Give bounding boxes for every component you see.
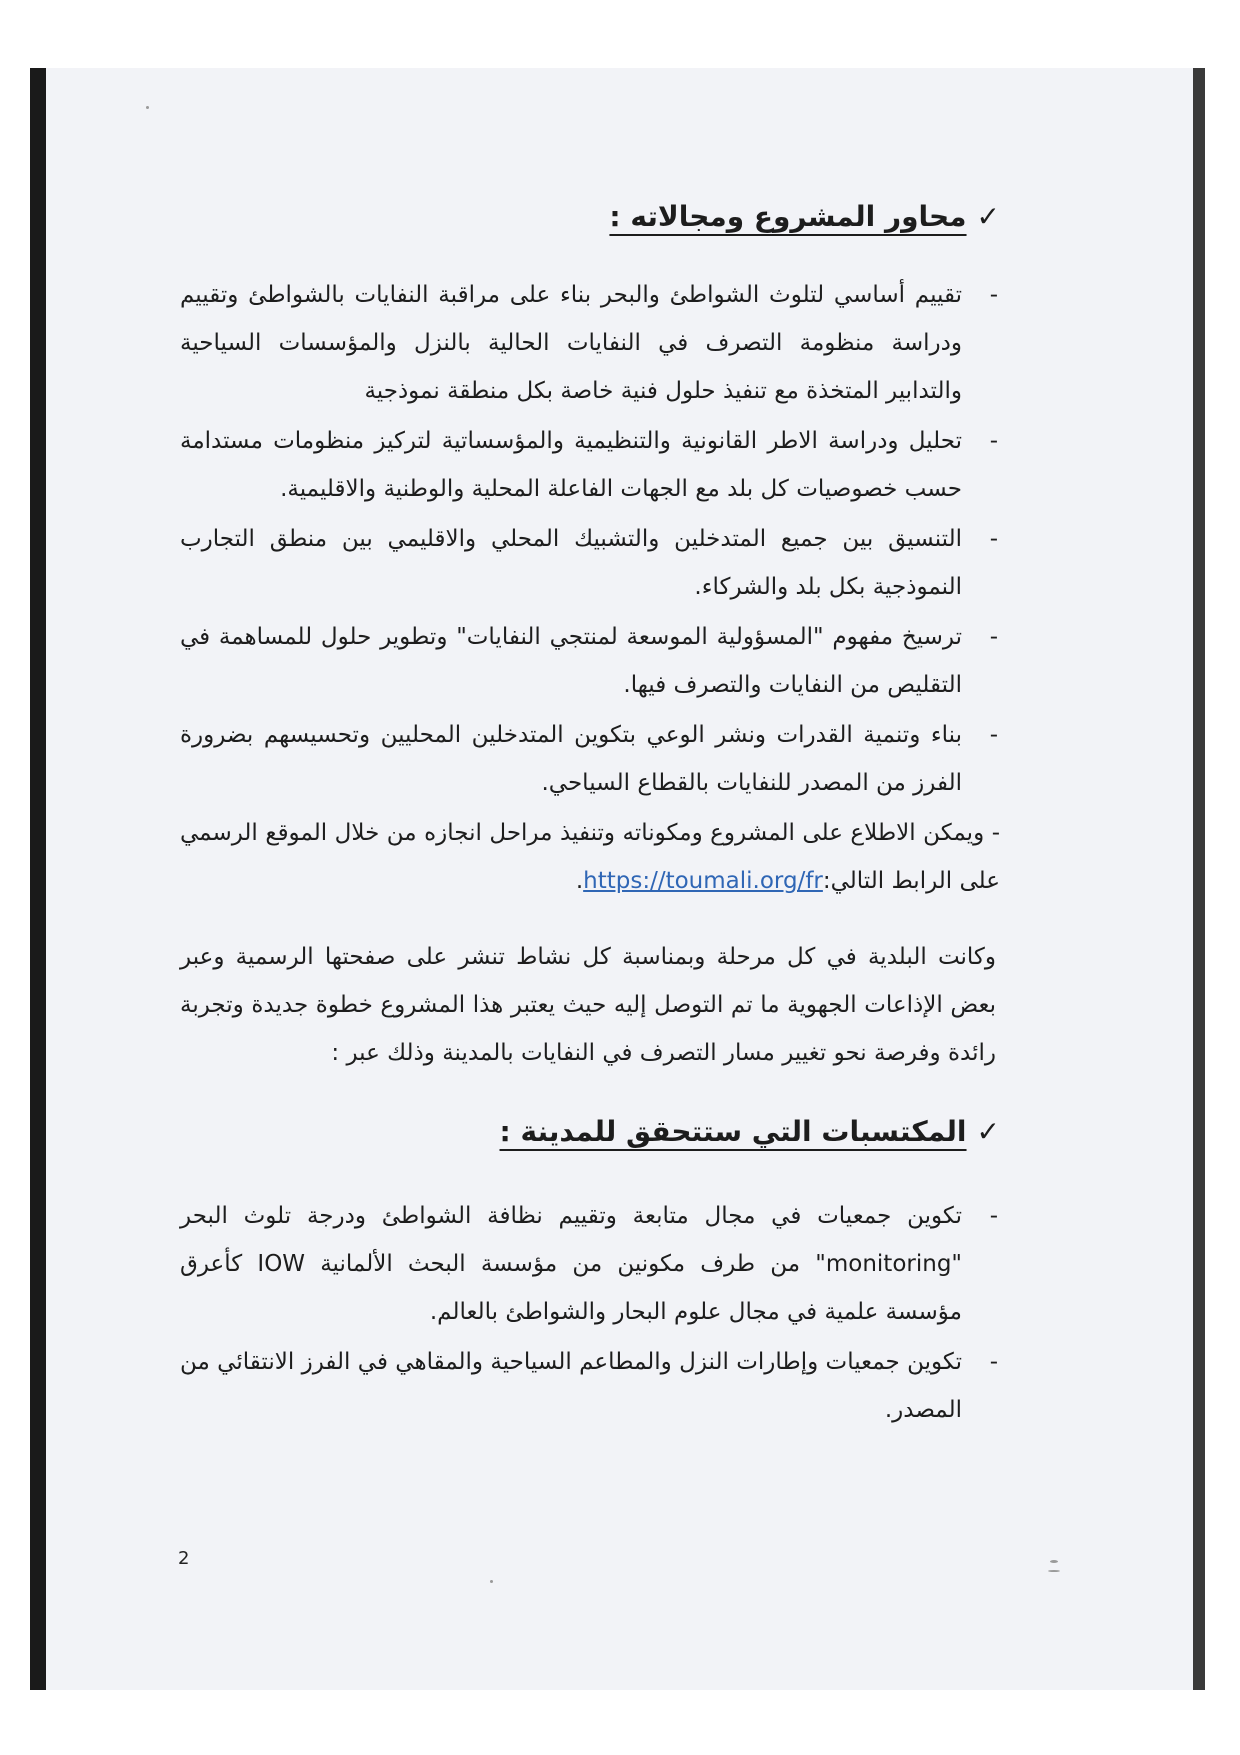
page-number: 2: [178, 1548, 190, 1569]
scan-edge-right: [1193, 68, 1205, 1690]
list-item: - التنسيق بين جميع المتدخلين والتشبيك المحلي والاقليمي بين منطق التجارب النموذجية بكل بلد والشركاء.: [180, 515, 1000, 611]
checkmark-icon: ✓: [976, 200, 1000, 233]
scan-speck: [146, 106, 149, 109]
scan-speck: [490, 1580, 493, 1583]
project-website-link[interactable]: https://toumali.org/fr: [583, 868, 823, 894]
document-body: [180, 200, 1000, 1436]
link-trailing-punct: .: [575, 868, 584, 894]
section-title: المكتسبات التي ستتحقق للمدينة :: [499, 1115, 967, 1148]
checkmark-icon: ✓: [976, 1115, 1000, 1148]
city-gains-list: [180, 1192, 1000, 1434]
section-title: محاور المشروع ومجالاته :: [609, 200, 967, 233]
project-axes-list: [180, 271, 1000, 807]
section-heading-project-axes: [180, 200, 1000, 233]
list-item: - تكوين جمعيات في مجال متابعة وتقييم نظافة الشواطئ ودرجة تلوث البحر "monitoring" من طرف مكونين من مؤسسة البحث الألمانية IOW كأعرق مؤسسة علمية في مجال علوم البحار والشواطئ بالعالم.: [180, 1192, 1000, 1336]
link-intro-text: - ويمكن الاطلاع على المشروع ومكوناته وتنفيذ مراحل انجازه من خلال الموقع الرسمي على الرابط التالي:: [180, 820, 1000, 894]
list-item: - بناء وتنمية القدرات ونشر الوعي بتكوين المتدخلين المحليين وتحسيسهم بضرورة الفرز من المصدر للنفايات بالقطاع السياحي.: [180, 711, 1000, 807]
list-item: - تقييم أساسي لتلوث الشواطئ والبحر بناء على مراقبة النفايات بالشواطئ وتقييم ودراسة منظومة التصرف في النفايات الحالية بالنزل والمؤسسات السياحية والتدابير المتخذة مع تنفيذ حلول فنية خاصة بكل منطقة نموذجية: [180, 271, 1000, 415]
section-heading-city-gains: [180, 1115, 1000, 1148]
website-reference: [180, 809, 1000, 905]
list-item: - تحليل ودراسة الاطر القانونية والتنظيمية والمؤسساتية لتركيز منظومات مستدامة حسب خصوصيات كل بلد مع الجهات الفاعلة المحلية والوطنية والاقليمية.: [180, 417, 1000, 513]
scan-edge-left: [30, 68, 46, 1690]
scan-speck: [1048, 1570, 1060, 1572]
list-item: - ترسيخ مفهوم "المسؤولية الموسعة لمنتجي النفايات" وتطوير حلول للمساهمة في التقليص من النفايات والتصرف فيها.: [180, 613, 1000, 709]
list-item: - تكوين جمعيات وإطارات النزل والمطاعم السياحية والمقاهي في الفرز الانتقائي من المصدر.: [180, 1338, 1000, 1434]
municipality-paragraph: وكانت البلدية في كل مرحلة وبمناسبة كل نشاط تنشر على صفحتها الرسمية وعبر بعض الإذاعات الجهوية ما تم التوصل إليه حيث يعتبر هذا المشروع خطوة جديدة وتجربة رائدة وفرصة نحو تغيير مسار التصرف في النفايات بالمدينة وذلك عبر :: [180, 944, 996, 1066]
scan-speck: [1050, 1560, 1058, 1563]
